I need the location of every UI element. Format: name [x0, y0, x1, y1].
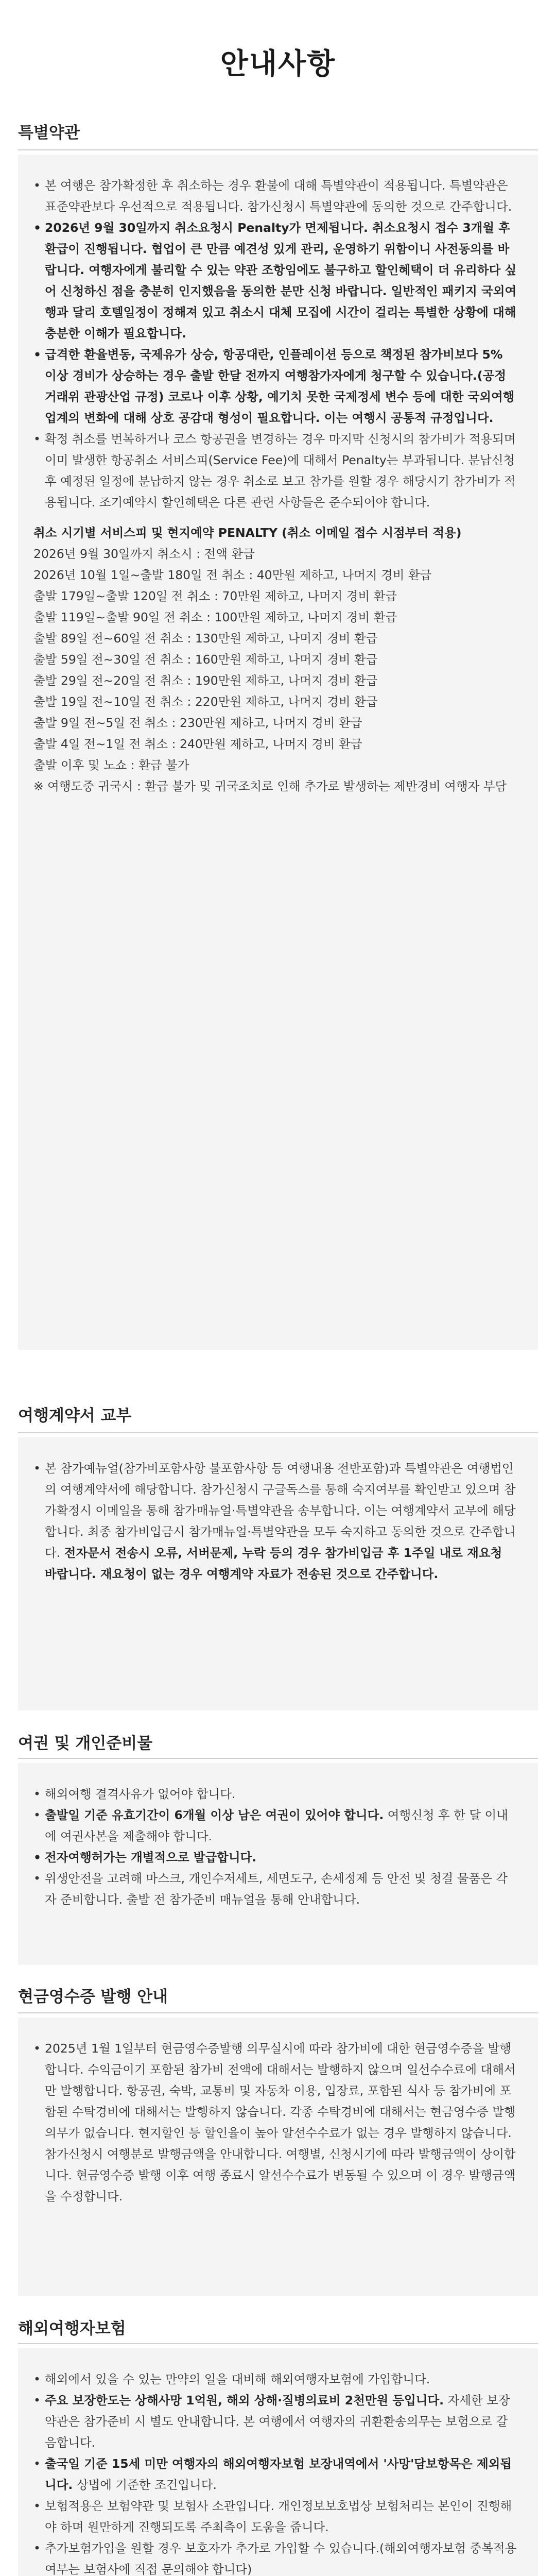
bullet-item: • 위생안전을 고려해 마스크, 개인수저세트, 세면도구, 손세정제 등 안전 및 청결 물품은 각자 준비합니다. 출발 전 참가준비 매뉴얼을 통해 안내합니다. — [33, 1868, 517, 1910]
bullet-item: • 확정 취소를 번복하거나 코스 항공권을 변경하는 경우 마지막 신청시의 참가비가 적용되며 이미 발생한 항공취소 서비스피(Service Fee)에 대해서 Penalty는 부과됩니다. 분납신청 후 예정된 일정에 분납하지 않는 경우 취소로 보고 참가를 원할 경우 해당시기 참가비가 적용됩니다. 조기예약시 할인혜택은 다른 관련 사항들은 준수되어야 합니다. — [33, 429, 517, 513]
penalty-heading: 취소 시기별 서비스피 및 현지예약 PENALTY (취소 이메일 접수 시점부터 적용) — [33, 526, 462, 540]
bullet-item: • 해외에서 있을 수 있는 만약의 일을 대비해 해외여행자보험에 가입합니다. — [33, 2369, 517, 2390]
bullet-bold-text: 전자문서 전송시 오류, 서버문제, 누락 등의 경우 참가비입금 후 1주일 내로 재요청 바랍니다. 재요청이 없는 경우 여행계약 자료가 전송된 것으로 간주합니다. — [45, 1546, 502, 1581]
penalty-item: 출발 4일 전~1일 전 취소 : 240만원 제하고, 나머지 경비 환급 — [33, 737, 362, 751]
bullet-bold-text: 출발일 기준 유효기간이 6개월 이상 남은 여권이 있어야 합니다. — [45, 1808, 384, 1822]
penalty-item: 출발 29일 전~20일 전 취소 : 190만원 제하고, 나머지 경비 환급 — [33, 673, 378, 688]
passport-box — [18, 1763, 538, 1965]
bullet-item: • 2026년 9월 30일까지 취소요청시 Penalty가 면제됩니다. 취소요청시 접수 3개월 후 환급이 진행됩니다. 협업이 큰 만큼 예견성 있게 관리, 운영하기 위함이니 사전동의를 바랍니다. 여행자에게 불리할 수 있는 약관 조항임에도 불구하고 할인혜택이 더 유리하다 싶어 신청하신 점을 충분히 인지했음을 동의한 분만 신청 바랍니다. 일반적인 패키지 국외여행과 달리 호텔일정이 정해져 있고 취소시 대체 모집에 시간이 걸리는 특별한 상황에 대해 충분한 이해가 필요합니다. — [33, 217, 517, 344]
penalty-item: 출발 이후 및 노쇼 : 환급 불가 — [33, 758, 189, 772]
insurance-box — [18, 2348, 538, 2576]
bullet-item: • 해외여행 결격사유가 없어야 합니다. — [33, 1784, 517, 1805]
bullet-item: • 급격한 환율변동, 국제유가 상승, 항공대란, 인플레이션 등으로 책정된 참가비보다 5% 이상 경비가 상승하는 경우 출발 한달 전까지 여행참가자에게 청구할 수 있습니다.(공정거래위 관광산업 규정) 코로나 이후 상황, 예기치 못한 국제정세 변수 등에 대한 국외여행업계의 변화에 대해 상호 공감대 형성이 필요합니다. 이는 여행시 공통적 규정입니다. — [33, 344, 517, 429]
bullet-item: • 전자여행허가는 개별적으로 발급합니다. — [33, 1847, 517, 1868]
special-terms-box — [18, 155, 538, 1350]
penalty-list — [33, 544, 517, 797]
bullet-item — [33, 1458, 517, 1585]
section-title-contract: 여행계약서 교부 — [18, 1406, 132, 1425]
bullet-item: • 본 여행은 참가확정한 후 취소하는 경우 환불에 대해 특별약관이 적용됩니다. 특별약관은 표준약관보다 우선적으로 적용됩니다. 참가신청시 특별약관에 동의한 것으로 간주합니다. — [33, 175, 517, 217]
divider — [18, 1758, 538, 1759]
divider — [18, 1432, 538, 1433]
penalty-item: 출발 89일 전~60일 전 취소 : 130만원 제하고, 나머지 경비 환급 — [33, 631, 378, 646]
penalty-item: 2026년 10월 1일~출발 180일 전 취소 : 40만원 제하고, 나머지 경비 환급 — [33, 568, 432, 582]
section-title-receipt: 현금영수증 발행 안내 — [18, 1988, 168, 2006]
bullet-item: • 추가보험가입을 원할 경우 보호자가 추가로 가입할 수 있습니다.(해외여행자보험 중복적용 여부는 보험사에 직접 문의해야 합니다) — [33, 2538, 517, 2576]
penalty-item: 출발 19일 전~10일 전 취소 : 220만원 제하고, 나머지 경비 환급 — [33, 694, 378, 709]
penalty-item: 2026년 9월 30일까지 취소시 : 전액 환급 — [33, 547, 255, 561]
bullet-text: 본 참가예뉴얼(참가비포함사항 불포함사항 등 여행내용 전반포함)과 특별약관은 여행법인의 여행계약서에 해당합니다. 참가신청시 구글독스를 통해 숙지여부를 확인받고 있으며 참가확정시 이메일을 통해 참가매뉴얼·특별약관을 송부합니다. 이는 여행계약서 교부에 해당합니다. 최종 참가비입금시 참가매뉴얼·특별약관을 모두 숙지하고 동의한 것으로 간주합니다. — [45, 1461, 516, 1560]
bullet-item: • 보험적용은 보험약관 및 보험사 소관입니다. 개인정보보호법상 보험처리는 본인이 진행해야 하며 원만하게 진행되도록 주최측이 도움을 줍니다. — [33, 2496, 517, 2538]
section-title-insurance: 해외여행자보험 — [18, 2319, 126, 2338]
contract-box — [18, 1437, 538, 1710]
bullet-item — [33, 2390, 517, 2453]
page-title: 안내사항 — [220, 47, 336, 81]
penalty-note: ※ 여행도중 귀국시 : 환급 불가 및 귀국조치로 인해 추가로 발생하는 제반경비 여행자 부담 — [33, 779, 507, 793]
section-title-special-terms: 특별약관 — [18, 124, 80, 142]
divider — [18, 2012, 538, 2013]
bullet-item — [33, 2453, 517, 2496]
divider — [18, 2343, 538, 2344]
penalty-item: 출발 179일~출발 120일 전 취소 : 70만원 제하고, 나머지 경비 환급 — [33, 589, 397, 603]
bullet-text: 상법에 기준한 조건입니다. — [76, 2478, 217, 2492]
divider — [18, 149, 538, 150]
receipt-box — [18, 2018, 538, 2296]
bullet-item — [33, 1805, 517, 1847]
section-title-passport: 여권 및 개인준비물 — [18, 1734, 153, 1753]
bullet-text: 여행신청 후 한 달 이내에 여권사본을 제출해야 합니다. — [45, 1808, 508, 1843]
penalty-item: 출발 9일 전~5일 전 취소 : 230만원 제하고, 나머지 경비 환급 — [33, 716, 362, 730]
bullet-text: 자세한 보장약관은 참가준비 시 별도 안내합니다. 본 여행에서 여행자의 귀환환송의무는 보험으로 갈음합니다. — [45, 2393, 510, 2450]
penalty-item: 출발 119일~출발 90일 전 취소 : 100만원 제하고, 나머지 경비 환급 — [33, 610, 397, 624]
bullet-item: • 2025년 1월 1일부터 현금영수증발행 의무실시에 따라 참가비에 대한 현금영수증을 발행합니다. 수익금이기 포함된 참가비 전액에 대해서는 발행하지 않으며 일선수수료에 대해서만 발행합니다. 항공권, 숙박, 교통비 및 자동차 이용, 입장료, 포함된 식사 등 참가비에 포함된 수탁경비에 대해서는 발행하지 않습니다. 각종 수탁경비에 대해서는 현금영수증 발행 의무가 없습니다. 현지할인 등 할인율이 높아 알선수수료가 없는 경우 발행하지 않습니다. 참가신청시 여행분로 발행금액을 안내합니다. 여행별, 신청시기에 따라 발행금액이 상이합니다. 현금영수증 발행 이후 여행 종료시 알선수수료가 변동될 수 있으며 이 경우 발행금액을 수정합니다. — [33, 2038, 517, 2207]
penalty-item: 출발 59일 전~30일 전 취소 : 160만원 제하고, 나머지 경비 환급 — [33, 652, 378, 667]
bullet-bold-text: 주요 보장한도는 상해사망 1억원, 해외 상해·질병의료비 2천만원 등입니다. — [45, 2393, 444, 2408]
bullet-bold-text: 출국일 기준 15세 미만 여행자의 해외여행자보험 보장내역에서 '사망'담보항목은 제외됩니다. — [45, 2456, 512, 2492]
